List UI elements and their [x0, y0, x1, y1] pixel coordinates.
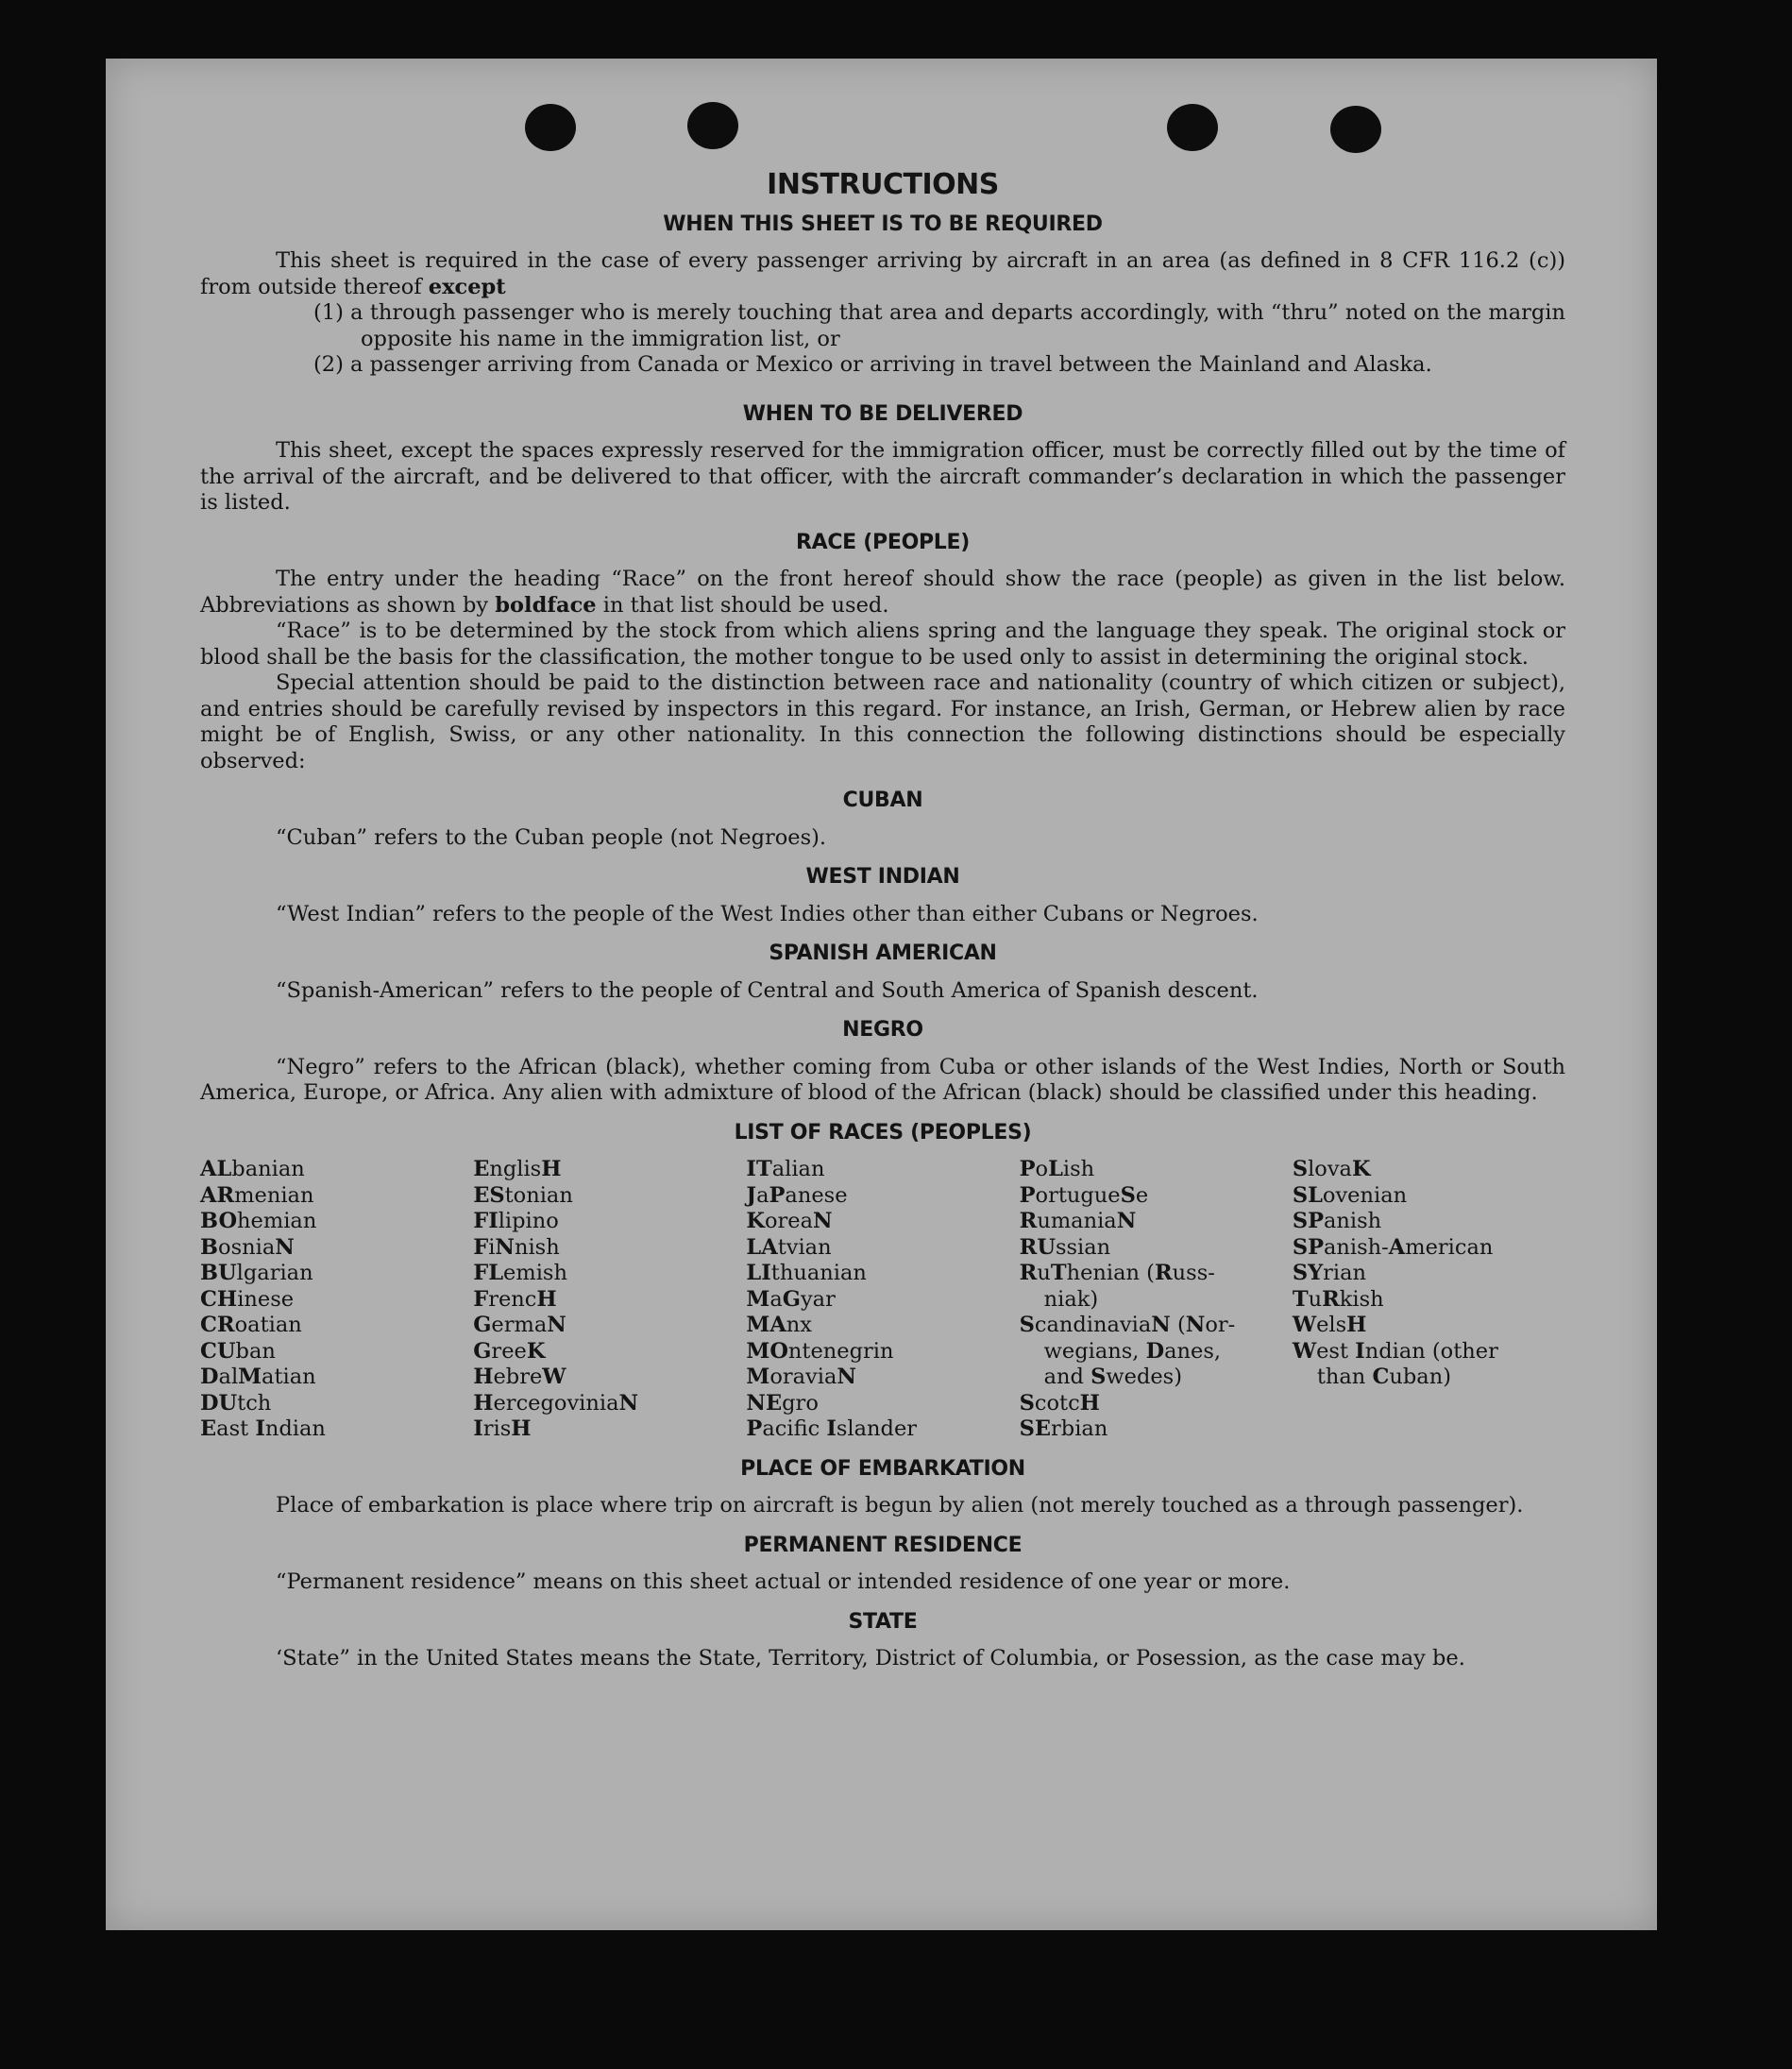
list-item: (1) a through passenger who is merely touching that area and departs accordingly, with “thru” noted on the margin opposite his name in the immigration list, or [313, 300, 1565, 351]
race-item: MOntenegrin [746, 1338, 894, 1364]
race-item: CHinese [200, 1286, 295, 1312]
race-item: NEgro [746, 1390, 819, 1416]
race-item: SPanish [1292, 1209, 1382, 1233]
punch-hole [1167, 104, 1218, 151]
page-title: INSTRUCTIONS [767, 168, 999, 201]
section-heading-embarkation: PLACE OF EMBARKATION [740, 1456, 1025, 1481]
race-item: LIthuanian [746, 1261, 867, 1285]
race-item: RuThenian (Russ- [1019, 1261, 1215, 1285]
punch-hole [687, 102, 738, 149]
race-item: EStonian [473, 1182, 573, 1208]
race-item: SlovaK [1292, 1157, 1371, 1181]
races-column [200, 1157, 473, 1443]
races-column [1293, 1157, 1565, 1443]
section-heading-west-indian: WEST INDIAN [805, 865, 960, 889]
race-item: ARmenian [200, 1182, 314, 1208]
race-item: than Cuban) [1316, 1365, 1451, 1389]
paragraph: “Permanent residence” means on this sheet actual or intended residence of one year or more. [276, 1569, 1291, 1594]
race-item: ALbanian [200, 1157, 305, 1181]
race-item: GermaN [473, 1313, 566, 1337]
section-heading-negro: NEGRO [842, 1018, 923, 1042]
document-sheet [106, 59, 1657, 1930]
paragraph: “Cuban” refers to the Cuban people (not Negroes). [276, 824, 827, 850]
section-heading-cuban: CUBAN [842, 789, 923, 812]
section-heading-residence: PERMANENT RESIDENCE [743, 1533, 1023, 1557]
race-item: JaPanese [746, 1182, 848, 1208]
section-heading-spanish-american: SPANISH AMERICAN [769, 941, 997, 965]
race-item: DalMatian [200, 1365, 316, 1389]
race-item: FIlipino [473, 1209, 559, 1233]
list-item: (2) a passenger arriving from Canada or Mexico or arriving in travel between the Mainland and Alaska. [313, 352, 1432, 377]
paragraph: ‘State” in the United States means the State, Territory, District of Columbia, or Posession, as the case may be. [276, 1646, 1465, 1670]
race-item: East Indian [200, 1416, 326, 1441]
section-heading-state: STATE [848, 1609, 918, 1634]
instructions-content [200, 168, 1565, 1672]
race-item: Pacifc Islander [746, 1416, 918, 1441]
race-item: BosniaN [200, 1234, 295, 1260]
races-column [1020, 1157, 1293, 1443]
races-column [473, 1157, 746, 1443]
race-item: IrisH [473, 1416, 532, 1441]
race-item: WelsH [1292, 1313, 1367, 1337]
races-list [200, 1157, 1565, 1443]
races-column [746, 1157, 1019, 1443]
race-item: West Indian (other [1292, 1338, 1498, 1364]
race-item: TuRkish [1292, 1286, 1384, 1312]
race-item: and Swedes) [1043, 1365, 1182, 1389]
race-item: SErbian [1019, 1416, 1108, 1441]
race-item: ScandinaviaN (Nor- [1019, 1313, 1236, 1337]
race-item: GreeK [473, 1338, 546, 1364]
section-heading-race: RACE (PEOPLE) [795, 530, 971, 554]
race-item: HebreW [473, 1365, 566, 1389]
race-item: BOhemian [200, 1209, 317, 1233]
race-item: ScotcH [1019, 1390, 1100, 1416]
race-item: BUlgarian [200, 1261, 313, 1285]
race-item: PortugueSe [1019, 1182, 1149, 1208]
race-item: HercegoviniaN [473, 1390, 639, 1416]
race-item: FiNnish [473, 1234, 560, 1260]
race-item: SYrian [1292, 1261, 1367, 1285]
race-item: KoreaN [746, 1209, 833, 1233]
race-item: niak) [1043, 1286, 1099, 1312]
race-item: CUban [200, 1338, 276, 1364]
section-heading-required: WHEN THIS SHEET IS TO BE REQUIRED [663, 212, 1103, 236]
race-item: FLemish [473, 1261, 567, 1285]
race-item: MoraviaN [746, 1365, 856, 1389]
race-item: RumaniaN [1019, 1209, 1137, 1233]
paragraph: Place of embarkation is place where trip on aircraft is begun by alien (not merely touched as a through passenger). [276, 1493, 1524, 1518]
race-item: PoLish [1019, 1157, 1095, 1181]
race-item: wegians, Danes, [1043, 1338, 1222, 1364]
race-item: LAtvian [746, 1234, 832, 1260]
paragraph: “West Indian” refers to the people of the West Indies other than either Cubans or Negroes. [276, 901, 1259, 926]
paragraph: “Race” is to be determined by the stock from which aliens spring and the language they speak. The original stock or blood shall be the basis for the classification, the mother tongue to be used only to assist in determining the original stock. [200, 619, 1565, 670]
race-item: SLovenian [1292, 1182, 1408, 1208]
paragraph: “Spanish-American” refers to the people of Central and South America of Spanish descent. [276, 977, 1259, 1003]
race-item: EnglisH [473, 1157, 562, 1181]
race-item: DUtch [200, 1390, 272, 1416]
race-item: MaGyar [746, 1286, 836, 1312]
punch-hole [1330, 106, 1381, 153]
section-heading-races: LIST OF RACES (PEOPLES) [734, 1120, 1032, 1145]
race-item: MAnx [746, 1313, 812, 1337]
paragraph: This sheet, except the spaces expressly reserved for the immigration officer, must be correctly filled out by the time of the arrival of the aircraft, and be delivered to that officer, with the aircraft commander’s declaration in which the passenger is listed. [200, 438, 1565, 515]
paragraph: “Negro” refers to the African (black), whether coming from Cuba or other islands of the West Indies, North or South America, Europe, or Africa. Any alien with admixture of blood of the African (black) should be classified under this heading. [200, 1054, 1565, 1105]
race-item: RUssian [1019, 1234, 1111, 1260]
race-item: CRoatian [200, 1313, 302, 1337]
section-heading-delivered: WHEN TO BE DELIVERED [742, 401, 1023, 426]
punch-hole [525, 104, 576, 151]
race-item: FrencH [473, 1286, 557, 1312]
race-item: SPanish-American [1292, 1234, 1494, 1260]
paragraph: Special attention should be paid to the distinction between race and nationality (country of which citizen or subject), and entries should be carefully revised by inspectors in this regard. For instance, an Irish, German, or Hebrew alien by race might be of English, Swiss, or any other nationality. In this connection the following distinctions should be especially observed: [200, 670, 1565, 773]
race-item: ITalian [746, 1157, 825, 1181]
paragraph: This sheet is required in the case of every passenger arriving by aircraft in an area (as defined in 8 CFR 116.2 (c)) from outside thereof except [200, 248, 1565, 299]
paragraph: The entry under the heading “Race” on the front hereof should show the race (people) as given in the list below. Abbreviations as shown by boldface in that list should be used. [200, 567, 1565, 618]
